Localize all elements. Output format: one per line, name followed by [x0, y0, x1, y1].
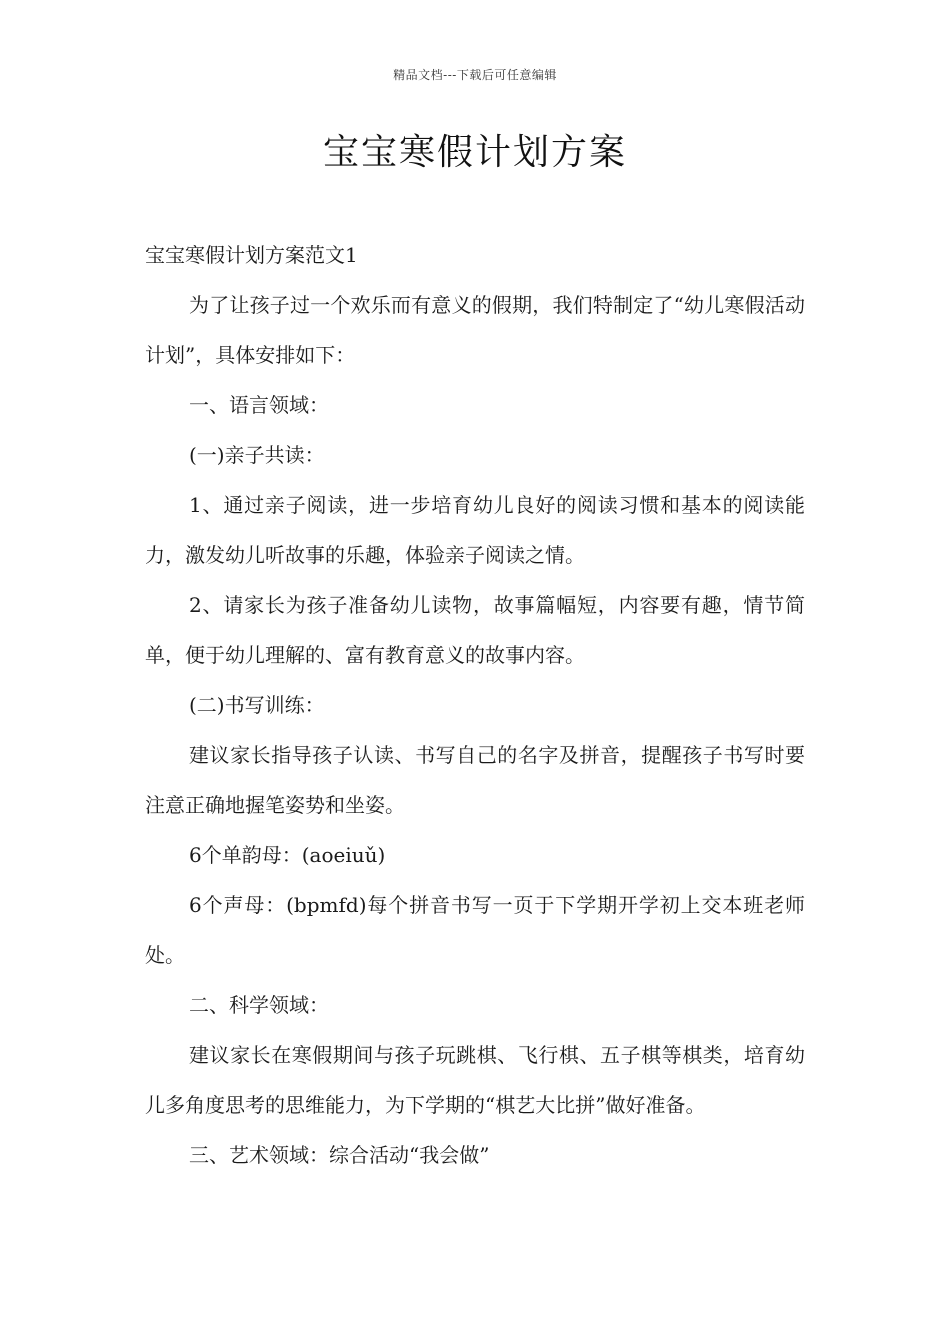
header-note: 精品文档---下载后可任意编辑 [393, 68, 557, 82]
paragraph: 1、通过亲子阅读，进一步培育幼儿良好的阅读习惯和基本的阅读能力，激发幼儿听故事的乐趣，体验亲子阅读之情。 [145, 493, 805, 567]
paragraph: 6个单韵母：(aoeiuǔ) [189, 843, 386, 867]
paragraph: 建议家长指导孩子认读、书写自己的名字及拼音，提醒孩子书写时要注意正确地握笔姿势和坐姿。 [145, 743, 805, 817]
section-heading-language: 一、语言领域： [189, 393, 329, 417]
section-heading-art: 三、艺术领域：综合活动“我会做” [189, 1143, 490, 1167]
section-heading-science: 二、科学领域： [189, 993, 329, 1017]
paragraph-subtitle: 宝宝寒假计划方案范文1 [145, 243, 358, 267]
paragraph: 6个声母：(bpmfd)每个拼音书写一页于下学期开学初上交本班老师处。 [145, 893, 805, 967]
paragraph: 建议家长在寒假期间与孩子玩跳棋、飞行棋、五子棋等棋类，培育幼儿多角度思考的思维能力，为下学期的“棋艺大比拼”做好准备。 [145, 1043, 805, 1117]
paragraph: 为了让孩子过一个欢乐而有意义的假期，我们特制定了“幼儿寒假活动计划”，具体安排如下： [145, 293, 805, 367]
subsection-heading-reading: (一)亲子共读： [189, 443, 325, 467]
document-title: 宝宝寒假计划方案 [322, 132, 627, 173]
document-body [145, 230, 805, 1180]
subsection-heading-writing: (二)书写训练： [189, 693, 325, 717]
paragraph: 2、请家长为孩子准备幼儿读物，故事篇幅短，内容要有趣，情节简单，便于幼儿理解的、富有教育意义的故事内容。 [145, 593, 805, 667]
